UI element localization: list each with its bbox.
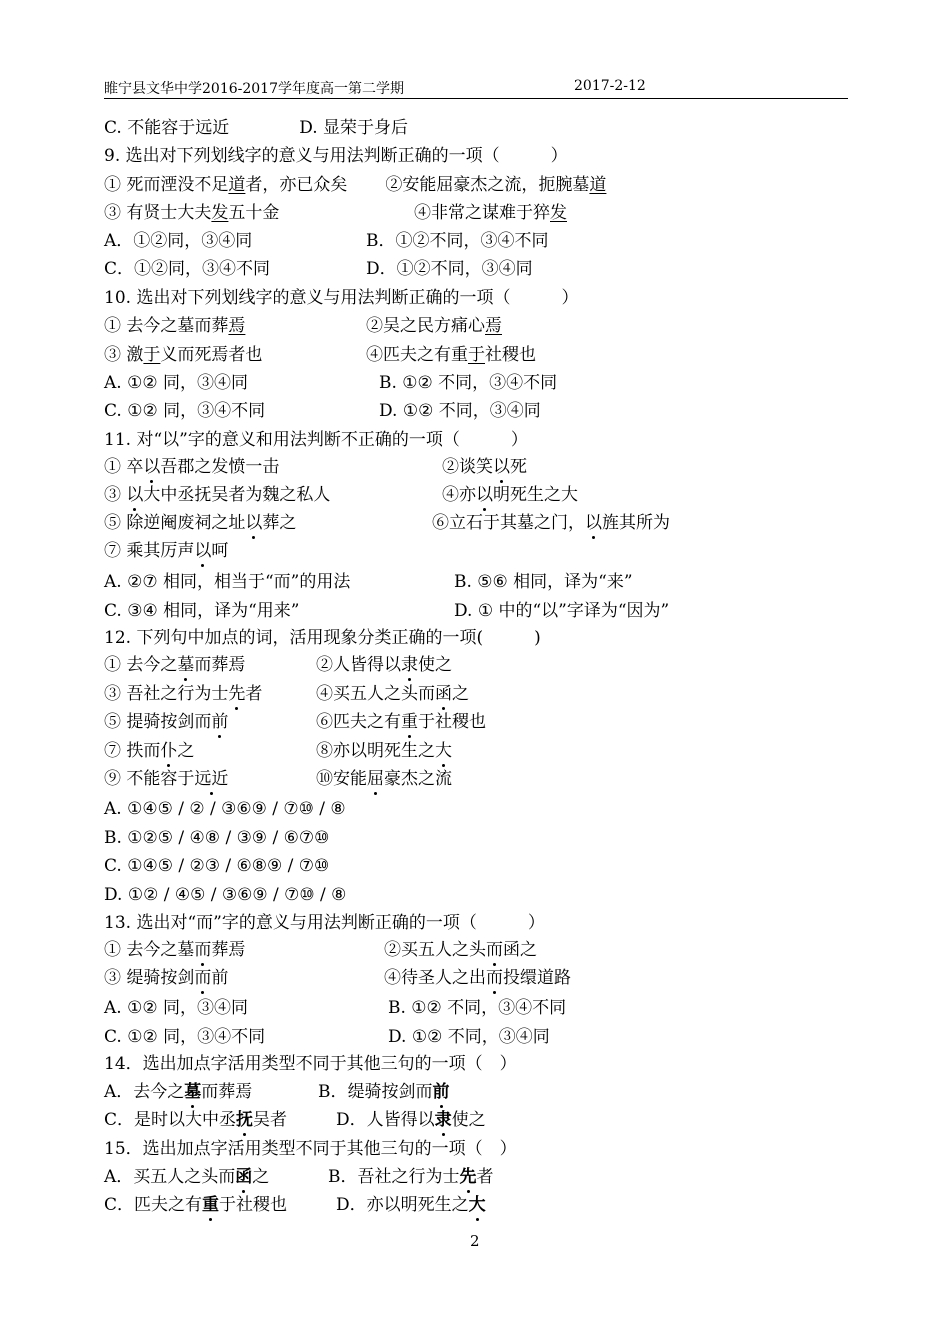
header-date: 2017-2-12: [574, 78, 646, 94]
q14-options-ab: A．去今之墓而葬焉 B．缇骑按剑而前: [104, 1082, 450, 1102]
question-14: 14．选出加点字活用类型不同于其他三句的一项（ ）: [104, 1054, 517, 1074]
q12-items-12: ① 去今之墓而葬焉 ②人皆得以隶使之: [104, 655, 452, 675]
dotted-char: 屈: [367, 769, 384, 789]
q10-options-cd: C. ①② 同，③④不同 D. ①② 不同，③④同: [104, 401, 541, 421]
option-c: C. 不能容于远近: [104, 118, 230, 138]
dotted-char: 以: [493, 457, 510, 477]
q13-options-cd: C. ①② 同，③④不同 D. ①② 不同，③④同: [104, 1027, 550, 1047]
q9-items-12: ① 死而湮没不足道者，亦已众矣 ②安能屈豪杰之流，扼腕墓道: [104, 175, 607, 195]
dotted-char: 重: [401, 712, 418, 732]
q12-items-910: ⑨ 不能容于远近 ⑩安能屈豪杰之流: [104, 769, 452, 789]
dotted-char: 以: [476, 485, 493, 505]
q8-options-cd: [104, 117, 408, 139]
underlined-char: 道: [589, 175, 607, 195]
q15-options-ab: A．买五人之头而函之 B．吾社之行为士先者: [104, 1167, 494, 1187]
q9-options-cd: C．①②同，③④不同 D．①②不同，③④同: [104, 259, 533, 279]
q11-items-34: ③ 以大中丞抚吴者为魏之私人 ④亦以明死生之大: [104, 485, 578, 505]
underlined-char: 道: [228, 175, 246, 195]
q11-item-7: ⑦ 乘其厉声以呵: [104, 541, 229, 561]
dotted-char: 重: [202, 1195, 220, 1215]
dotted-char: 函: [235, 1167, 253, 1187]
dotted-char: 而: [194, 940, 212, 960]
underlined-char: 发: [550, 203, 567, 223]
dotted-char: 墓: [184, 1082, 202, 1102]
q12-items-34: ③ 吾社之行为士先者 ④买五人之头而函之: [104, 684, 469, 704]
dotted-char: 隶: [401, 655, 418, 675]
dotted-char: 抚: [236, 1110, 254, 1130]
option-d: D. 显荣于身后: [299, 118, 409, 138]
q10-items-34: ③ 激于义而死焉者也 ④匹夫之有重于社稷也: [104, 345, 536, 365]
dotted-char: 而: [486, 940, 503, 960]
dotted-char: 函: [435, 684, 452, 704]
underlined-char: 于: [468, 345, 485, 365]
dotted-char: 前: [432, 1082, 450, 1102]
dotted-char: 先: [228, 684, 246, 704]
q12-option-a: A. ①④⑤ / ② / ③⑥⑨ / ⑦⑩ / ⑧: [104, 799, 346, 819]
q9-options-ab: A．①②同，③④同 B．①②不同，③④不同: [104, 231, 549, 251]
dotted-char: 而: [194, 968, 212, 988]
question-9: 9. 选出对下列划线字的意义与用法判断正确的一项（ ）: [104, 146, 568, 166]
q10-items-12: ① 去今之墓而葬焉 ②吴之民方痛心焉: [104, 316, 502, 336]
question-11: 11. 对“以”字的意义和用法判断不正确的一项（ ）: [104, 430, 528, 450]
page-number: 2: [470, 1232, 480, 1250]
question-10: 10. 选出对下列划线字的意义与用法判断正确的一项（ ）: [104, 288, 579, 308]
dotted-char: 隶: [434, 1110, 452, 1130]
q11-items-12: ① 卒以吾郡之发愤一击 ②谈笑以死: [104, 457, 527, 477]
q12-items-78: ⑦ 抶而仆之 ⑧亦以明死生之大: [104, 741, 452, 761]
dotted-char: 以: [143, 457, 161, 477]
underlined-char: 发: [211, 203, 229, 223]
q12-items-56: ⑤ 提骑按剑而前 ⑥匹夫之有重于社稷也: [104, 712, 486, 732]
q13-options-ab: A. ①② 同，③④同 B. ①② 不同，③④不同: [104, 998, 567, 1018]
dotted-char: 远近: [194, 769, 229, 789]
dotted-char: 仆: [160, 741, 178, 761]
question-12: 12. 下列句中加点的词，活用现象分类正确的一项( ): [104, 628, 541, 648]
underlined-char: 焉: [485, 316, 502, 336]
q15-options-cd: C．匹夫之有重于社稷也 D．亦以明死生之大: [104, 1195, 486, 1215]
question-15: 15．选出加点字活用类型不同于其他三句的一项（ ）: [104, 1139, 517, 1159]
question-13: 13. 选出对“而”字的意义与用法判断正确的一项（ ）: [104, 913, 545, 933]
dotted-char: 以: [585, 513, 602, 533]
q12-option-c: C. ①④⑤ / ②③ / ⑥⑧⑨ / ⑦⑩: [104, 856, 330, 876]
page-header: [104, 76, 848, 99]
dotted-char: 大: [435, 741, 452, 761]
q13-items-12: ① 去今之墓而葬焉 ②买五人之头而函之: [104, 940, 537, 960]
dotted-char: 墓: [177, 655, 195, 675]
dotted-char: 以: [126, 485, 144, 505]
q14-options-cd: C．是时以大中丞抚吴者 D．人皆得以隶使之: [104, 1110, 486, 1130]
dotted-char: 以: [194, 541, 212, 561]
q9-items-34: ③ 有贤士大夫发五十金 ④非常之谋难于猝发: [104, 203, 567, 223]
q12-option-d: D. ①② / ④⑤ / ③⑥⑨ / ⑦⑩ / ⑧: [104, 885, 347, 905]
dotted-char: 前: [211, 712, 229, 732]
underlined-char: 焉: [228, 316, 246, 336]
school-term: 睢宁县文华中学2016-2017学年度高一第二学期: [104, 81, 404, 97]
underlined-char: 于: [143, 345, 161, 365]
dotted-char: 以: [245, 513, 263, 533]
dotted-char: 大: [468, 1195, 486, 1215]
q12-option-b: B. ①②⑤ / ④⑧ / ③⑨ / ⑥⑦⑩: [104, 828, 330, 848]
q11-options-ab: A. ②⑦ 相同，相当于“而”的用法 B. ⑤⑥ 相同，译为“来”: [104, 572, 633, 592]
dotted-char: 而: [486, 968, 503, 988]
dotted-char: 先: [459, 1167, 477, 1187]
q13-items-34: ③ 缇骑按剑而前 ④待圣人之出而投缳道路: [104, 968, 571, 988]
q10-options-ab: A. ①② 同，③④同 B. ①② 不同，③④不同: [104, 373, 558, 393]
q11-items-56: ⑤ 除逆阉废祠之址以葬之 ⑥立石于其墓之门，以旌其所为: [104, 513, 670, 533]
q11-options-cd: C. ③④ 相同，译为“用来” D. ① 中的“以”字译为“因为”: [104, 601, 670, 621]
